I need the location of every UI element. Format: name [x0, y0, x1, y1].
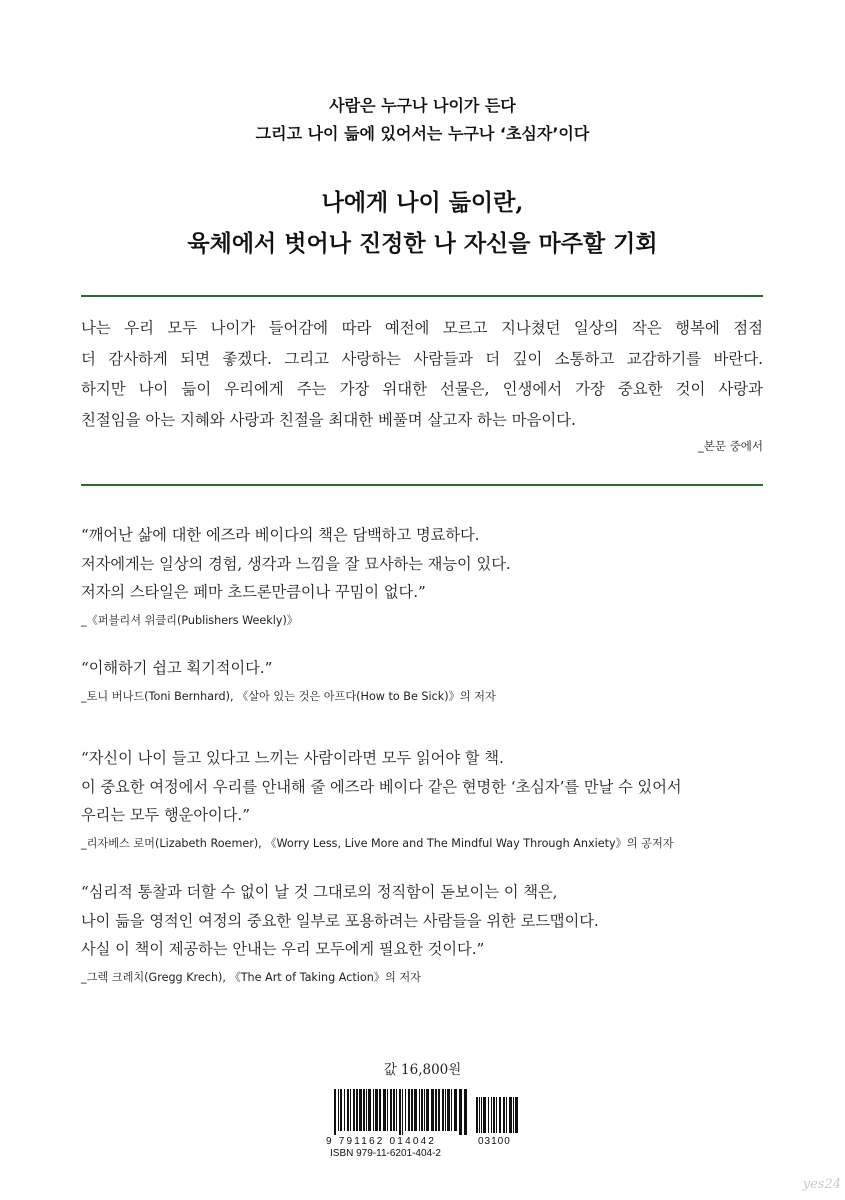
excerpt-line: 하지만 나이 듦이 우리에게 주는 가장 위대한 선물은, 인생에서 가장 중요한 것이 사랑과: [81, 380, 763, 398]
barcode-bar: [491, 1097, 492, 1133]
barcode-bar: [476, 1097, 478, 1133]
barcode-bar: [426, 1089, 429, 1131]
review-gregg-krech: [81, 878, 771, 986]
barcode-bar: [344, 1089, 345, 1131]
barcode-bar: [509, 1097, 512, 1133]
barcode-bar: [393, 1089, 395, 1131]
review-quote-line: “심리적 통찰과 더할 수 없이 날 것 그대로의 정직함이 돋보이는 이 책은,: [81, 883, 558, 901]
barcode-bar: [399, 1089, 401, 1135]
review-citation: _《퍼블리셔 위클리(Publishers Weekly)》: [81, 613, 299, 627]
barcode-bar: [496, 1097, 497, 1133]
excerpt-line: 더 감사하게 되면 좋겠다. 그리고 사랑하는 사람들과 더 깊이 소통하고 교감하기를 바란다.: [81, 349, 763, 368]
barcode-bar: [396, 1089, 397, 1131]
barcode-addon-digits: 03100: [478, 1136, 511, 1147]
barcode-bar: [464, 1089, 467, 1135]
barcode-bar: [499, 1097, 501, 1133]
barcode-bar: [424, 1089, 425, 1131]
barcode-bar: [442, 1089, 444, 1131]
excerpt-line: 친절임을 아는 지혜와 사랑과 친절을 최대한 베풀며 살고자 하는 마음이다.: [81, 410, 576, 429]
review-citation: _토니 버나드(Toni Bernhard), 《살아 있는 것은 아프다(How to Be Sick)》의 저자: [81, 689, 496, 703]
barcode-bar: [438, 1089, 440, 1131]
barcode-bar: [513, 1097, 514, 1133]
barcode-bar: [447, 1089, 450, 1131]
review-quote-line: “이해하기 쉽고 획기적이다.”: [81, 659, 273, 677]
review-citation: _그렉 크레치(Gregg Krech), 《The Art of Taking Action》의 저자: [81, 970, 421, 984]
barcode-bar: [359, 1089, 362, 1131]
headline-line-1: 나에게 나이 듦이란,: [321, 189, 524, 216]
barcode-bar: [347, 1089, 349, 1131]
subtitle-line-2: 그리고 나이 듦에 있어서는 누구나 ‘초심자’이다: [255, 124, 590, 143]
headline-line-2: 육체에서 벗어나 진정한 나 자신을 마주할 기회: [187, 230, 658, 257]
divider-bottom: [81, 484, 763, 486]
barcode-bar: [506, 1097, 507, 1133]
headline: [0, 182, 845, 264]
barcode-bar: [408, 1089, 410, 1131]
barcode-bar: [435, 1089, 437, 1131]
barcode-bar: [390, 1089, 392, 1131]
barcode-bar: [373, 1089, 374, 1131]
book-excerpt: [81, 313, 763, 454]
barcode-bars: [324, 1087, 524, 1137]
review-toni-bernhard: [81, 654, 771, 705]
barcode-bar: [488, 1097, 489, 1133]
barcode-bar: [334, 1089, 336, 1135]
barcode-bar: [375, 1089, 378, 1131]
barcode-bar: [419, 1089, 420, 1131]
barcode-bar: [363, 1089, 365, 1131]
barcode-bar: [421, 1089, 423, 1131]
price-label: 값 16,800원: [383, 1062, 462, 1078]
barcode-bar: [493, 1097, 495, 1133]
barcode-bar: [338, 1089, 339, 1131]
excerpt-source: _본문 중에서: [698, 439, 763, 453]
isbn-barcode: [324, 1087, 524, 1157]
review-quote-line: 이 중요한 여정에서 우리를 안내해 줄 에즈라 베이다 같은 현명한 ‘초심자’를 만날 수 있어서: [81, 777, 682, 796]
review-publishers-weekly: [81, 521, 771, 629]
barcode-bar: [481, 1097, 482, 1133]
barcode-bar: [387, 1089, 388, 1131]
divider-top: [81, 295, 763, 297]
review-quote-line: 저자에게는 일상의 경험, 생각과 느낌을 잘 묘사하는 재능이 있다.: [81, 554, 511, 573]
barcode-bar: [405, 1089, 406, 1131]
review-quote-line: “자신이 나이 들고 있다고 느끼는 사람이라면 모두 읽어야 할 책.: [81, 749, 504, 767]
review-quote-line: 저자의 스타일은 페마 초드론만큼이나 꾸밈이 없다.”: [81, 583, 426, 601]
barcode-bar: [340, 1089, 342, 1131]
barcode-bar: [445, 1089, 446, 1131]
barcode-bar: [368, 1089, 371, 1131]
barcode-bar: [411, 1089, 413, 1131]
yes24-watermark: yes24: [802, 1177, 841, 1192]
barcode-digits: 9 791162 014042: [326, 1136, 437, 1147]
barcode-bar: [366, 1089, 367, 1131]
review-lizabeth-roemer: [81, 744, 771, 852]
review-quote-line: 우리는 모두 행운아이다.”: [81, 806, 250, 824]
review-citation: _리자베스 로머(Lizabeth Roemer), 《Worry Less, Live More and The Mindful Way Through Anxiety》의 공저자: [81, 836, 674, 850]
barcode-bar: [353, 1089, 355, 1131]
cover-header: [0, 92, 845, 264]
barcode-bar: [402, 1089, 403, 1135]
barcode-bar: [451, 1089, 452, 1131]
barcode-bar: [515, 1097, 518, 1133]
barcode-bar: [503, 1097, 505, 1133]
isbn-number: ISBN 979-11-6201-404-2: [330, 1148, 441, 1159]
barcode-bar: [383, 1089, 386, 1131]
review-quote-line: “깨어난 삶에 대한 에즈라 베이다의 책은 담백하고 명료하다.: [81, 526, 480, 544]
barcode-bar: [454, 1089, 457, 1131]
barcode-bar: [483, 1097, 486, 1133]
review-quote-line: 사실 이 책이 제공하는 안내는 우리 모두에게 필요한 것이다.”: [81, 940, 485, 958]
review-quote-line: 나이 듦을 영적인 여정의 중요한 일부로 포용하려는 사람들을 위한 로드맵이다.: [81, 911, 599, 930]
barcode-bar: [356, 1089, 358, 1131]
barcode-bar: [414, 1089, 417, 1131]
subtitle-line-1: 사람은 누구나 나이가 든다: [329, 96, 516, 115]
excerpt-line: 나는 우리 모두 나이가 들어감에 따라 예전에 모르고 지나쳤던 일상의 작은 행복에 점점: [81, 319, 763, 337]
barcode-bar: [431, 1089, 434, 1131]
barcode-bar: [350, 1089, 351, 1131]
barcode-bar: [379, 1089, 381, 1131]
barcode-bar: [479, 1097, 480, 1133]
barcode-bar: [459, 1089, 462, 1135]
